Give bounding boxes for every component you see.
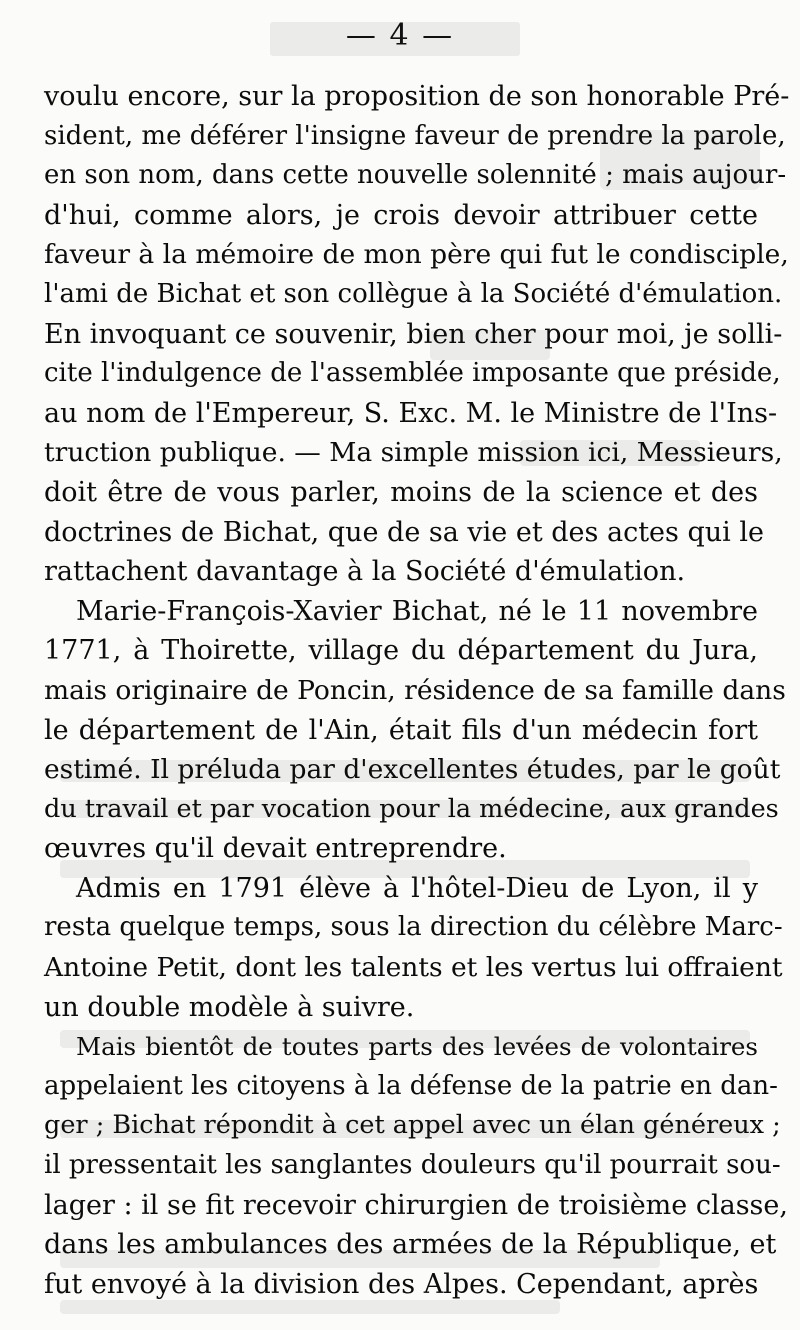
text-line: du travail et par vocation pour la médecine, aux grandes (44, 793, 779, 824)
text-line: 1771, à Thoirette, village du département du Jura, (44, 635, 758, 667)
text-line: Antoine Petit, dont les talents et les vertus lui offraient (44, 952, 783, 984)
text-line: estimé. Il préluda par d'excellentes études, par le goût (44, 754, 781, 786)
text-line: En invoquant ce souvenir, bien cher pour moi, je solli- (44, 318, 783, 350)
text-line: Mais bientôt de toutes parts des levées de volontaires (76, 1032, 758, 1062)
text-line: rattachent davantage à la Société d'émulation. (44, 556, 686, 588)
text-line: sident, me déférer l'insigne faveur de prendre la parole, (44, 120, 786, 151)
text-line: faveur à la mémoire de mon père qui fut le condisciple, (44, 239, 789, 271)
paragraph (44, 592, 786, 869)
text-line: œuvres qu'il devait entreprendre. (44, 833, 507, 865)
text-line: cite l'indulgence de l'assemblée imposante que préside, (44, 358, 781, 389)
text-line: d'hui, comme alors, je crois devoir attribuer cette (44, 199, 758, 231)
text-line: au nom de l'Empereur, S. Exc. M. le Ministre de l'Ins- (44, 397, 778, 429)
text-line: l'ami de Bichat et son collègue à la Société d'émulation. (44, 278, 783, 309)
paragraph (44, 77, 790, 592)
text-line: Marie-François-Xavier Bichat, né le 11 novembre (76, 595, 758, 627)
text-line: Admis en 1791 élève à l'hôtel-Dieu de Lyon, il y (76, 872, 758, 904)
text-line: en son nom, dans cette nouvelle solennité ; mais aujour- (44, 160, 787, 191)
text-line: lager : il se fit recevoir chirurgien de troisième classe, (44, 1189, 788, 1221)
text-line: voulu encore, sur la proposition de son honorable Pré- (44, 81, 790, 112)
text-line: doit être de vous parler, moins de la science et des (44, 476, 758, 508)
text-line: mais originaire de Poncin, résidence de sa famille dans (44, 674, 786, 706)
text-line: un double modèle à suivre. (44, 991, 415, 1023)
text-line: le département de l'Ain, était fils d'un médecin fort (44, 714, 758, 746)
text-line: dans les ambulances des armées de la République, et (44, 1229, 777, 1261)
text-line: fut envoyé à la division des Alpes. Cependant, après (44, 1268, 759, 1300)
text-line: appelaient les citoyens à la défense de la patrie en dan- (44, 1070, 778, 1101)
paragraph (44, 869, 783, 1027)
text-line: truction publique. — Ma simple mission ici, Messieurs, (44, 437, 783, 469)
text-line: ger ; Bichat répondit à cet appel avec un élan généreux ; (44, 1110, 781, 1141)
body-text (44, 77, 790, 1304)
text-line: doctrines de Bichat, que de sa vie et des actes qui le (44, 516, 764, 548)
page-number: — 4 — (345, 18, 455, 53)
paragraph (44, 1027, 788, 1304)
text-line: il pressentait les sanglantes douleurs qu'il pourrait sou- (44, 1150, 781, 1181)
text-line: resta quelque temps, sous la direction du célèbre Marc- (44, 912, 783, 943)
